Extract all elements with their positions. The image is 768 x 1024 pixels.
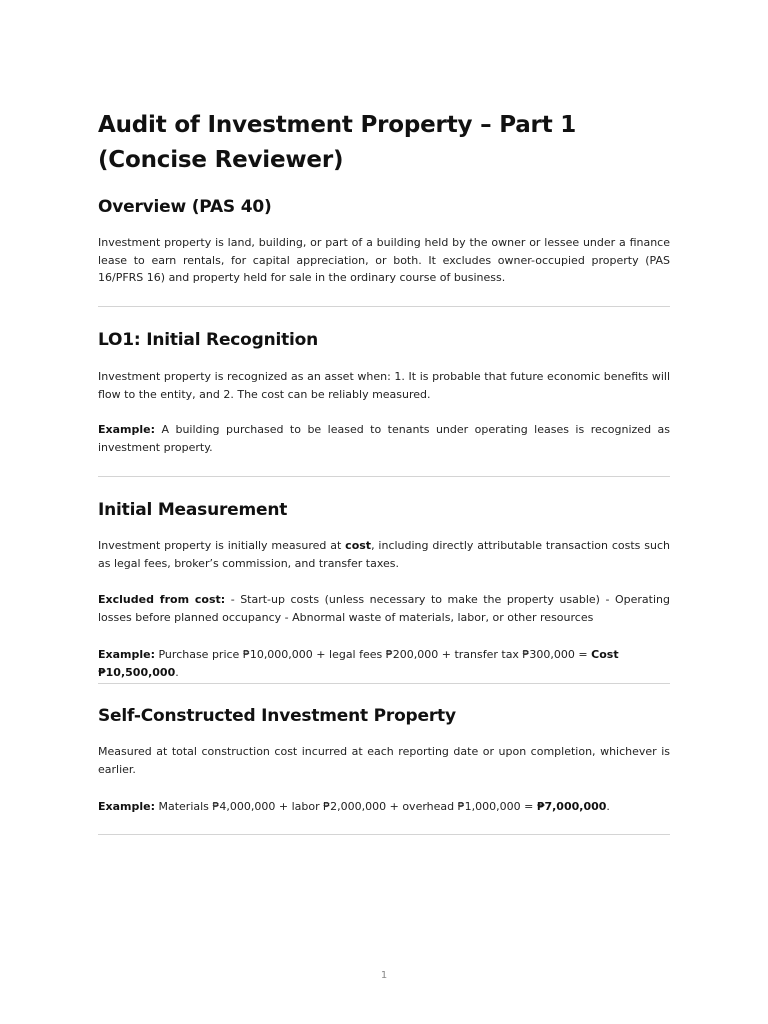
page-title: Audit of Investment Property – Part 1 (Concise Reviewer) (98, 112, 577, 173)
example-label: Example: (98, 423, 155, 436)
self-constructed-heading: Self-Constructed Investment Property (98, 706, 456, 726)
section-divider (98, 476, 670, 477)
example-result: Cost ₱10,500,000 (98, 648, 619, 679)
initial-measurement-example-block (98, 646, 670, 681)
self-constructed-section (98, 705, 670, 727)
overview-body: Investment property is land, building, or part of a building held by the owner or lessee under a finance lease to earn rentals, for capital appreciation, or both. It excludes owner-occupied property (PAS 16/PFRS 16) and property held for sale in the ordinary course of business. (98, 236, 670, 284)
lo1-body-block (98, 368, 670, 403)
excluded-from-cost (98, 591, 670, 626)
section-divider (98, 834, 670, 835)
overview-heading: Overview (PAS 40) (98, 197, 272, 217)
example-end: . (606, 800, 610, 813)
example-label: Example: (98, 648, 155, 661)
excluded-label: Excluded from cost: (98, 593, 226, 606)
initial-measurement-section (98, 499, 670, 521)
example-text: Materials ₱4,000,000 + labor ₱2,000,000 + overhead ₱1,000,000 = (155, 800, 537, 813)
initial-measurement-body-block (98, 537, 670, 572)
self-constructed-example (98, 798, 670, 816)
example-label: Example: (98, 800, 155, 813)
lo1-body: Investment property is recognized as an asset when: 1. It is probable that future economic benefits will flow to the entity, and 2. The cost can be reliably measured. (98, 370, 670, 401)
overview-body-block (98, 234, 670, 287)
self-constructed-body: Measured at total construction cost incurred at each reporting date or upon completion, whichever is earlier. (98, 745, 670, 776)
excluded-text: - Start-up costs (unless necessary to make the property usable) - Operating losses before planned occupancy - Abnormal waste of materials, labor, or other resources (98, 593, 670, 624)
self-constructed-body-block (98, 743, 670, 778)
lo1-example (98, 421, 670, 456)
lo1-section (98, 329, 670, 351)
body-text: , including directly attributable transaction costs such as legal fees, broker’s commission, and transfer taxes. (98, 539, 670, 570)
section-divider (98, 683, 670, 684)
excluded-block (98, 591, 670, 626)
lo1-heading: LO1: Initial Recognition (98, 330, 319, 350)
overview-section (98, 196, 670, 218)
example-text: A building purchased to be leased to tenants under operating leases is recognized as investment property. (98, 423, 670, 454)
page-number: 1 (380, 970, 388, 981)
example-end: . (175, 665, 179, 679)
self-constructed-example-block (98, 798, 670, 816)
cost-emphasis: cost (345, 539, 372, 552)
lo1-example-block (98, 421, 670, 456)
initial-measurement-example (98, 646, 670, 681)
example-result: ₱7,000,000 (536, 800, 607, 813)
body-text: Investment property is initially measured at (98, 539, 346, 552)
initial-measurement-heading: Initial Measurement (98, 500, 288, 520)
example-text: Purchase price ₱10,000,000 + legal fees ₱200,000 + transfer tax ₱300,000 = (155, 648, 592, 661)
initial-measurement-body (98, 537, 670, 572)
section-divider (98, 306, 670, 307)
